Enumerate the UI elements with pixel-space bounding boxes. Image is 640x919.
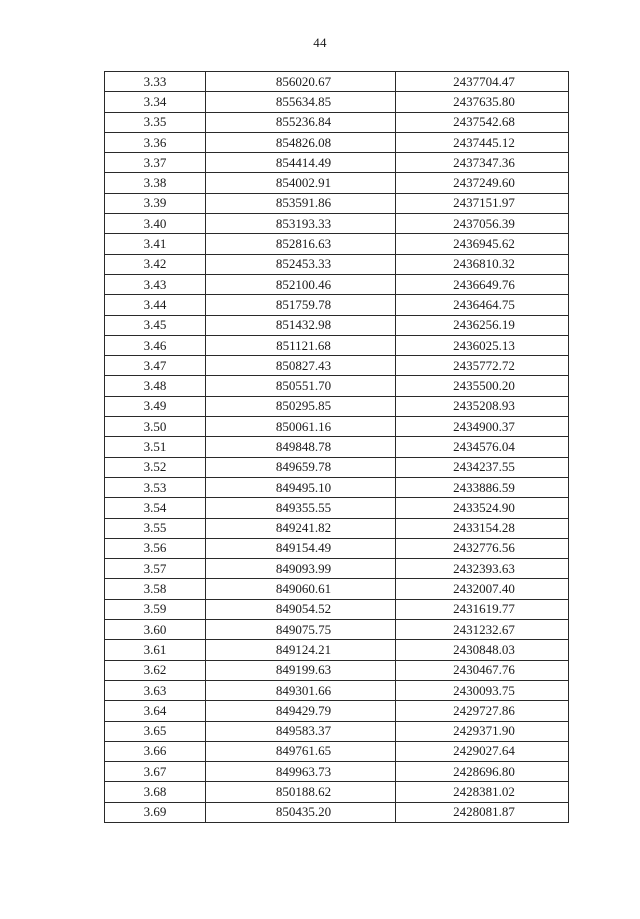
table-row (105, 315, 569, 335)
y-coordinate-cell: 2428081.87 (396, 802, 569, 822)
y-coordinate-cell: 2437249.60 (396, 173, 569, 193)
point-id-cell: 3.33 (105, 72, 206, 92)
table-row (105, 579, 569, 599)
y-coordinate-cell: 2434576.04 (396, 437, 569, 457)
point-id-cell: 3.61 (105, 640, 206, 660)
y-coordinate-cell: 2437056.39 (396, 214, 569, 234)
y-coordinate-cell: 2429727.86 (396, 701, 569, 721)
x-coordinate-cell: 854414.49 (206, 153, 396, 173)
y-coordinate-cell: 2429027.64 (396, 741, 569, 761)
x-coordinate-cell: 849075.75 (206, 620, 396, 640)
table-row (105, 356, 569, 376)
point-id-cell: 3.42 (105, 254, 206, 274)
y-coordinate-cell: 2433154.28 (396, 518, 569, 538)
point-id-cell: 3.54 (105, 498, 206, 518)
table-row (105, 680, 569, 700)
y-coordinate-cell: 2436256.19 (396, 315, 569, 335)
x-coordinate-cell: 849761.65 (206, 741, 396, 761)
x-coordinate-cell: 850295.85 (206, 396, 396, 416)
point-id-cell: 3.46 (105, 335, 206, 355)
y-coordinate-cell: 2437151.97 (396, 193, 569, 213)
x-coordinate-cell: 854826.08 (206, 132, 396, 152)
table-row (105, 214, 569, 234)
point-id-cell: 3.49 (105, 396, 206, 416)
table-row (105, 762, 569, 782)
table-row (105, 173, 569, 193)
point-id-cell: 3.60 (105, 620, 206, 640)
point-id-cell: 3.63 (105, 680, 206, 700)
y-coordinate-cell: 2432393.63 (396, 559, 569, 579)
y-coordinate-cell: 2437347.36 (396, 153, 569, 173)
y-coordinate-cell: 2436810.32 (396, 254, 569, 274)
point-id-cell: 3.43 (105, 274, 206, 294)
y-coordinate-cell: 2433524.90 (396, 498, 569, 518)
y-coordinate-cell: 2437704.47 (396, 72, 569, 92)
y-coordinate-cell: 2437542.68 (396, 112, 569, 132)
x-coordinate-cell: 849583.37 (206, 721, 396, 741)
point-id-cell: 3.36 (105, 132, 206, 152)
table-row (105, 254, 569, 274)
table-row (105, 417, 569, 437)
table-row (105, 599, 569, 619)
y-coordinate-cell: 2436649.76 (396, 274, 569, 294)
x-coordinate-cell: 849301.66 (206, 680, 396, 700)
table-row (105, 538, 569, 558)
page-number: 44 (313, 35, 327, 50)
point-id-cell: 3.37 (105, 153, 206, 173)
table-row (105, 193, 569, 213)
point-id-cell: 3.40 (105, 214, 206, 234)
table-row (105, 518, 569, 538)
x-coordinate-cell: 851432.98 (206, 315, 396, 335)
point-id-cell: 3.57 (105, 559, 206, 579)
x-coordinate-cell: 850061.16 (206, 417, 396, 437)
x-coordinate-cell: 851759.78 (206, 295, 396, 315)
y-coordinate-cell: 2430848.03 (396, 640, 569, 660)
x-coordinate-cell: 853193.33 (206, 214, 396, 234)
table-row (105, 376, 569, 396)
point-id-cell: 3.58 (105, 579, 206, 599)
y-coordinate-cell: 2436025.13 (396, 335, 569, 355)
y-coordinate-cell: 2428381.02 (396, 782, 569, 802)
point-id-cell: 3.34 (105, 92, 206, 112)
x-coordinate-cell: 849429.79 (206, 701, 396, 721)
point-id-cell: 3.64 (105, 701, 206, 721)
point-id-cell: 3.35 (105, 112, 206, 132)
table-row (105, 802, 569, 822)
coordinates-table-body (105, 72, 569, 823)
point-id-cell: 3.50 (105, 417, 206, 437)
x-coordinate-cell: 849199.63 (206, 660, 396, 680)
x-coordinate-cell: 849355.55 (206, 498, 396, 518)
x-coordinate-cell: 849154.49 (206, 538, 396, 558)
y-coordinate-cell: 2430093.75 (396, 680, 569, 700)
x-coordinate-cell: 851121.68 (206, 335, 396, 355)
x-coordinate-cell: 850551.70 (206, 376, 396, 396)
table-row (105, 153, 569, 173)
point-id-cell: 3.41 (105, 234, 206, 254)
x-coordinate-cell: 856020.67 (206, 72, 396, 92)
x-coordinate-cell: 849241.82 (206, 518, 396, 538)
y-coordinate-cell: 2431232.67 (396, 620, 569, 640)
coordinates-table (104, 71, 569, 823)
x-coordinate-cell: 852100.46 (206, 274, 396, 294)
point-id-cell: 3.48 (105, 376, 206, 396)
point-id-cell: 3.44 (105, 295, 206, 315)
table-row (105, 437, 569, 457)
y-coordinate-cell: 2432007.40 (396, 579, 569, 599)
point-id-cell: 3.47 (105, 356, 206, 376)
table-row (105, 274, 569, 294)
x-coordinate-cell: 852453.33 (206, 254, 396, 274)
x-coordinate-cell: 855236.84 (206, 112, 396, 132)
x-coordinate-cell: 849495.10 (206, 477, 396, 497)
table-row (105, 741, 569, 761)
y-coordinate-cell: 2437445.12 (396, 132, 569, 152)
point-id-cell: 3.38 (105, 173, 206, 193)
table-row (105, 640, 569, 660)
y-coordinate-cell: 2428696.80 (396, 762, 569, 782)
y-coordinate-cell: 2432776.56 (396, 538, 569, 558)
table-row (105, 396, 569, 416)
table-row (105, 72, 569, 92)
point-id-cell: 3.62 (105, 660, 206, 680)
x-coordinate-cell: 849848.78 (206, 437, 396, 457)
x-coordinate-cell: 850827.43 (206, 356, 396, 376)
table-row (105, 782, 569, 802)
point-id-cell: 3.55 (105, 518, 206, 538)
table-row (105, 335, 569, 355)
table-row (105, 234, 569, 254)
table-row (105, 660, 569, 680)
y-coordinate-cell: 2429371.90 (396, 721, 569, 741)
table-row (105, 498, 569, 518)
point-id-cell: 3.69 (105, 802, 206, 822)
x-coordinate-cell: 852816.63 (206, 234, 396, 254)
y-coordinate-cell: 2435772.72 (396, 356, 569, 376)
point-id-cell: 3.45 (105, 315, 206, 335)
table-row (105, 92, 569, 112)
table-row (105, 295, 569, 315)
table-row (105, 701, 569, 721)
y-coordinate-cell: 2436464.75 (396, 295, 569, 315)
table-row (105, 620, 569, 640)
x-coordinate-cell: 849659.78 (206, 457, 396, 477)
y-coordinate-cell: 2430467.76 (396, 660, 569, 680)
point-id-cell: 3.59 (105, 599, 206, 619)
x-coordinate-cell: 849963.73 (206, 762, 396, 782)
y-coordinate-cell: 2431619.77 (396, 599, 569, 619)
point-id-cell: 3.51 (105, 437, 206, 457)
point-id-cell: 3.66 (105, 741, 206, 761)
table-row (105, 477, 569, 497)
x-coordinate-cell: 853591.86 (206, 193, 396, 213)
x-coordinate-cell: 849060.61 (206, 579, 396, 599)
point-id-cell: 3.52 (105, 457, 206, 477)
point-id-cell: 3.65 (105, 721, 206, 741)
y-coordinate-cell: 2435500.20 (396, 376, 569, 396)
table-row (105, 721, 569, 741)
point-id-cell: 3.68 (105, 782, 206, 802)
point-id-cell: 3.39 (105, 193, 206, 213)
table-row (105, 112, 569, 132)
table-row (105, 559, 569, 579)
y-coordinate-cell: 2437635.80 (396, 92, 569, 112)
x-coordinate-cell: 849093.99 (206, 559, 396, 579)
x-coordinate-cell: 854002.91 (206, 173, 396, 193)
x-coordinate-cell: 855634.85 (206, 92, 396, 112)
point-id-cell: 3.53 (105, 477, 206, 497)
x-coordinate-cell: 849124.21 (206, 640, 396, 660)
y-coordinate-cell: 2436945.62 (396, 234, 569, 254)
point-id-cell: 3.67 (105, 762, 206, 782)
y-coordinate-cell: 2434900.37 (396, 417, 569, 437)
y-coordinate-cell: 2435208.93 (396, 396, 569, 416)
x-coordinate-cell: 849054.52 (206, 599, 396, 619)
x-coordinate-cell: 850435.20 (206, 802, 396, 822)
x-coordinate-cell: 850188.62 (206, 782, 396, 802)
y-coordinate-cell: 2433886.59 (396, 477, 569, 497)
table-row (105, 457, 569, 477)
point-id-cell: 3.56 (105, 538, 206, 558)
table-row (105, 132, 569, 152)
y-coordinate-cell: 2434237.55 (396, 457, 569, 477)
